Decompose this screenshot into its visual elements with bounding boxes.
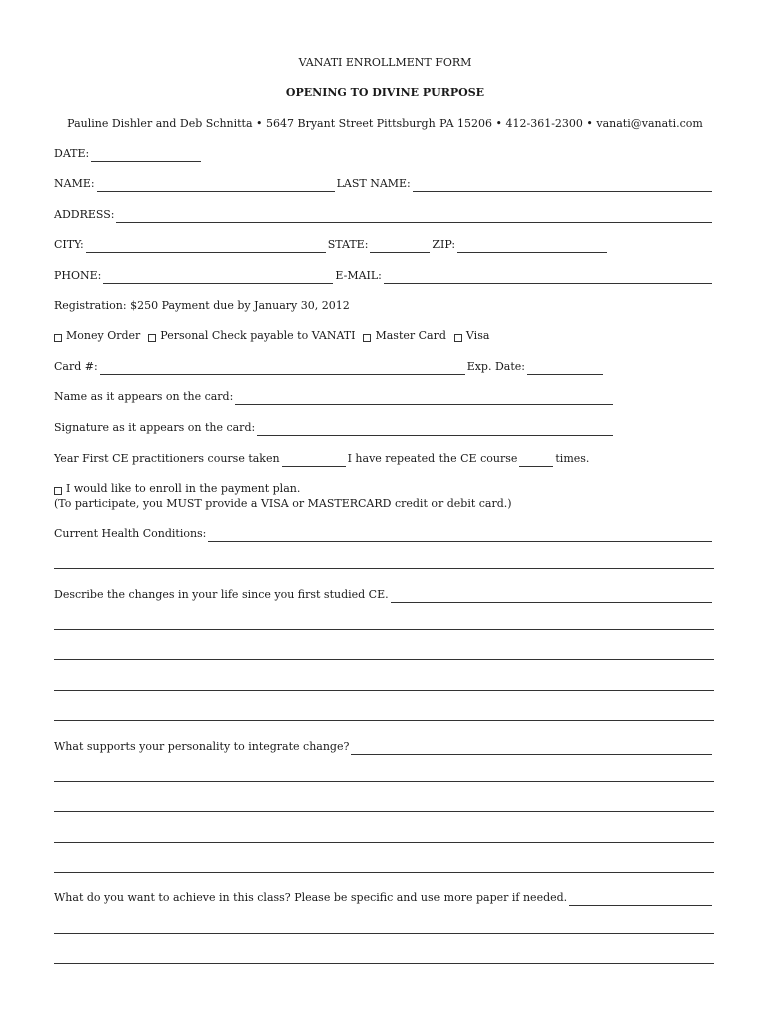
name-label: NAME: (54, 177, 95, 190)
achieve-label: What do you want to achieve in this class? Please be specific and use more paper if needed. (54, 891, 568, 904)
exp-date-field[interactable] (527, 363, 603, 375)
master-card-checkbox[interactable] (363, 334, 371, 342)
times-label: times. (555, 452, 590, 465)
changes-row (54, 587, 714, 603)
repeated-label: I have repeated the CE course (347, 452, 518, 465)
card-number-field[interactable] (100, 363, 465, 375)
name-field[interactable] (97, 180, 335, 192)
achieve-field[interactable] (569, 894, 712, 906)
achieve-line-1[interactable] (54, 933, 714, 934)
payment-options-row (54, 328, 714, 344)
supports-line-4[interactable] (54, 872, 714, 873)
money-order-label: Money Order (66, 329, 141, 342)
address-field[interactable] (116, 211, 712, 223)
changes-line-4[interactable] (54, 720, 714, 721)
signature-label: Signature as it appears on the card: (54, 421, 256, 434)
payment-plan-label: I would like to enroll in the payment plan. (66, 482, 301, 495)
email-label: E-MAIL: (335, 269, 382, 282)
name-on-card-label: Name as it appears on the card: (54, 390, 234, 403)
name-on-card-field[interactable] (235, 393, 613, 405)
date-label: DATE: (54, 147, 90, 160)
achieve-line-2[interactable] (54, 963, 714, 964)
zip-field[interactable] (457, 241, 607, 253)
registration-text: Registration: $250 Payment due by January 30, 2012 (54, 299, 350, 312)
contact-text: Pauline Dishler and Deb Schnitta • 5647 Bryant Street Pittsburgh PA 15206 • 412-361-2300 • vanati@vanati.com (67, 117, 703, 130)
supports-line-2[interactable] (54, 811, 714, 812)
card-number-label: Card #: (54, 360, 98, 373)
state-label: STATE: (327, 238, 369, 251)
payment-plan-row (54, 481, 714, 497)
year-first-field[interactable] (282, 455, 346, 467)
health-row (54, 526, 714, 542)
master-card-label: Master Card (375, 329, 446, 342)
last-name-field[interactable] (413, 180, 712, 192)
date-field[interactable] (91, 150, 201, 162)
address-row (54, 207, 714, 223)
phone-label: PHONE: (54, 269, 102, 282)
changes-label: Describe the changes in your life since you first studied CE. (54, 588, 389, 601)
address-label: ADDRESS: (54, 208, 115, 221)
last-name-label: LAST NAME: (336, 177, 411, 190)
personal-check-checkbox[interactable] (148, 334, 156, 342)
health-extra-line[interactable] (54, 568, 714, 569)
date-row (54, 146, 714, 162)
year-first-label: Year First CE practitioners course taken (54, 452, 280, 465)
phone-row (54, 268, 714, 284)
card-row (54, 359, 714, 375)
signature-row (54, 420, 714, 436)
money-order-checkbox[interactable] (54, 334, 62, 342)
payment-plan-checkbox[interactable] (54, 487, 62, 495)
form-subtitle (0, 85, 770, 101)
form-title (0, 55, 770, 71)
achieve-row (54, 890, 714, 906)
form-subtitle-text: OPENING TO DIVINE PURPOSE (285, 86, 485, 99)
city-row (54, 237, 714, 253)
repeated-times-field[interactable] (519, 455, 553, 467)
payment-plan-note: (To participate, you MUST provide a VISA or MASTERCARD credit or debit card.) (54, 497, 512, 510)
payment-plan-note-row (54, 496, 714, 512)
supports-line-1[interactable] (54, 781, 714, 782)
state-field[interactable] (370, 241, 430, 253)
registration-row (54, 298, 714, 314)
email-field[interactable] (384, 272, 712, 284)
personal-check-label: Personal Check payable to VANATI (160, 329, 356, 342)
visa-checkbox[interactable] (454, 334, 462, 342)
health-label: Current Health Conditions: (54, 527, 207, 540)
form-title-text: VANATI ENROLLMENT FORM (298, 56, 472, 69)
supports-label: What supports your personality to integrate change? (54, 740, 350, 753)
changes-line-2[interactable] (54, 659, 714, 660)
phone-field[interactable] (103, 272, 333, 284)
changes-line-3[interactable] (54, 690, 714, 691)
contact-line (0, 116, 770, 132)
zip-label: ZIP: (432, 238, 456, 251)
changes-field[interactable] (391, 591, 712, 603)
supports-row (54, 739, 714, 755)
exp-date-label: Exp. Date: (466, 360, 525, 373)
visa-label: Visa (465, 329, 490, 342)
supports-field[interactable] (351, 743, 712, 755)
city-field[interactable] (86, 241, 326, 253)
signature-field[interactable] (257, 424, 613, 436)
changes-line-1[interactable] (54, 629, 714, 630)
name-on-card-row (54, 389, 714, 405)
city-label: CITY: (54, 238, 84, 251)
health-field[interactable] (208, 530, 712, 542)
ce-course-row (54, 451, 714, 467)
supports-line-3[interactable] (54, 842, 714, 843)
name-row (54, 176, 714, 192)
